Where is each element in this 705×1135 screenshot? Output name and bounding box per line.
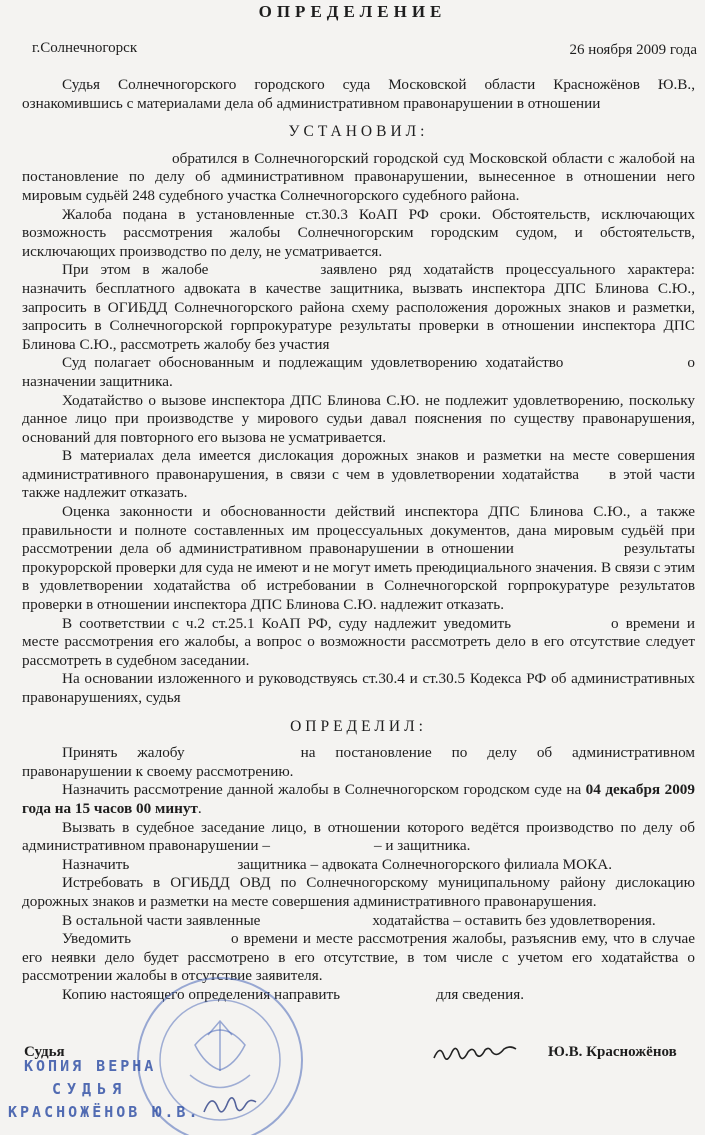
paragraph-text: на постановление по делу об административном правонарушении к своему рассмотрению.	[22, 744, 695, 780]
order-schedule: Назначить рассмотрение данной жалобы в Солнечногорском городском суде на 04 декабря 2009 года на 15 часов 00 минут.	[22, 781, 695, 817]
copy-stamp-line: КРАСНОЖЁНОВ Ю.В.	[8, 1103, 201, 1121]
paragraph-defender	[22, 354, 695, 391]
paragraph-text: для сведения.	[436, 985, 525, 1003]
paragraph-text: защитника – адвоката Солнечногорского филиала МОКА.	[237, 855, 613, 873]
paragraph-text: ходатайства – оставить без удовлетворения.	[372, 911, 656, 929]
document-city: г.Солнечногорск	[32, 40, 138, 56]
paragraph-text: Вызвать в судебное заседание лицо, в отношении которого ведётся производство по делу об административном правонарушении –	[22, 818, 695, 855]
document-body	[22, 76, 695, 1005]
paragraph-text: Назначить рассмотрение данной жалобы в Солнечногорском городском суде на	[62, 781, 582, 799]
section-heading-established: УСТАНОВИЛ:	[288, 123, 429, 141]
paragraph-complaint	[22, 150, 695, 206]
paragraph-text: В соответствии с ч.2 ст.25.1 КоАП РФ, суду надлежит уведомить	[62, 614, 512, 632]
paragraph-text: Назначить	[62, 855, 130, 873]
paragraph-text: в этой части также надлежит отказать.	[22, 465, 695, 502]
signature-label: Судья	[24, 1044, 65, 1060]
paragraph-text: обратился в Солнечногорский городской суд Московской области с жалобой на постановление по делу об административном правонарушении, вынесенное в отношении него мировым судьёй 248 судебного участка Солнечногорского судебного района.	[22, 149, 695, 204]
paragraph-text: Уведомить	[62, 930, 131, 948]
order-reject	[22, 912, 695, 931]
paragraph-text: заявлено ряд ходатайств процессуального характера: назначить бесплатного адвоката в качестве защитника, вызвать инспектора ДПС Блинова С.Ю., запросить в ОГИБДД Солнечногорского района схему расположения дорожных знаков и разметки, запросить в Солнечногорской горпрокуратуре результаты проверки в отношении инспектора ДПС Блинова С.Ю., рассмотреть жалобу без участия	[22, 261, 695, 353]
paragraph-text: Принять жалобу	[62, 744, 185, 762]
paragraph-text: о назначении защитника.	[22, 354, 695, 390]
hearing-date: 04 декабря 2009 года на 15 часов 00 минут	[22, 781, 695, 817]
paragraph-legality	[22, 503, 695, 615]
document-title: ОПРЕДЕЛЕНИЕ	[258, 2, 447, 21]
paragraph-basis: На основании изложенного и руководствуясь ст.30.4 и ст.30.5 Кодекса РФ об административных правонарушениях, судья	[22, 670, 695, 706]
order-appoint	[22, 856, 695, 875]
blue-signature-icon	[200, 1090, 260, 1120]
paragraph-text: Копию настоящего определения направить	[62, 985, 341, 1003]
handwritten-signature-icon	[430, 1040, 530, 1066]
paragraph-text: В материалах дела имеется дислокация дорожных знаков и разметки на месте совершения административного правонарушения, в связи с чем в удовлетворении ходатайства	[22, 447, 695, 483]
paragraph-signs	[22, 447, 695, 503]
paragraph-text: о времени и месте рассмотрения жалобы, разъяснив ему, что в случае его неявки дело будет рассмотрено в его отсутствие, в том числе с учетом его ходатайства о рассмотрении жалобы в отсутствие заявителя.	[22, 930, 695, 985]
intro-paragraph: Судья Солнечногорского городского суда Московской области Красножёнов Ю.В., ознакомившись с материалами дела об административном правонарушении в отношении	[22, 76, 695, 112]
paragraph-text: – и защитника.	[373, 837, 471, 855]
paragraph-text: о времени и месте рассмотрения его жалобы, а вопрос о возможности рассмотреть дело в его отсутствие следует рассмотреть в судебном заседании.	[22, 614, 695, 669]
order-request: Истребовать в ОГИБДД ОВД по Солнечногорскому муниципальному району дислокацию дорожных знаков и разметки на месте совершения административного правонарушения.	[22, 874, 695, 910]
paragraph-text: При этом в жалобе	[62, 261, 209, 279]
paragraph-text: Суд полагает обоснованным и подлежащим удовлетворению ходатайство	[62, 354, 564, 372]
copy-stamp-line: СУДЬЯ	[52, 1080, 128, 1098]
judge-name: Ю.В. Красножёнов	[548, 1044, 677, 1060]
paragraph-deadline: Жалоба подана в установленные ст.30.3 КоАП РФ сроки. Обстоятельств, исключающих возможность рассмотрения жалобы Солнечногорским городским судом, и обстоятельств, исключающих производство по делу, не усматривается.	[22, 205, 695, 260]
section-heading-determined: ОПРЕДЕЛИЛ:	[290, 717, 427, 735]
paragraph-motions	[22, 261, 695, 354]
paragraph-text: В остальной части заявленные	[62, 911, 261, 929]
paragraph-inspector: Ходатайство о вызове инспектора ДПС Блинова С.Ю. не подлежит удовлетворению, поскольку данное лицо при производстве у мирового судьи давал пояснения по существу правонарушения, оснований для повторного его вызова не усматривается.	[22, 391, 695, 446]
copy-stamp-line: КОПИЯ ВЕРНА	[24, 1057, 157, 1075]
document-date: 26 ноября 2009 года	[569, 42, 697, 58]
paragraph-text: Оценка законности и обоснованности действий инспектора ДПС Блинова С.Ю., а также правильности и полноте составленных им процессуальных документов, дана мировым судьёй при рассмотрении дела об административном правонарушении в отношении	[22, 503, 695, 558]
order-accept	[22, 744, 695, 781]
paragraph-notify	[22, 615, 695, 671]
paragraph-text: результаты прокурорской проверки для суда не имеют и не могут иметь преюдициального значения. В связи с этим в удовлетворении ходатайства об истребовании в Солнечногорской горпрокуратуре результатов проверки в отношении инспектора ДПС Блинова С.Ю. надлежит отказать.	[22, 540, 695, 614]
order-summon	[22, 819, 695, 856]
